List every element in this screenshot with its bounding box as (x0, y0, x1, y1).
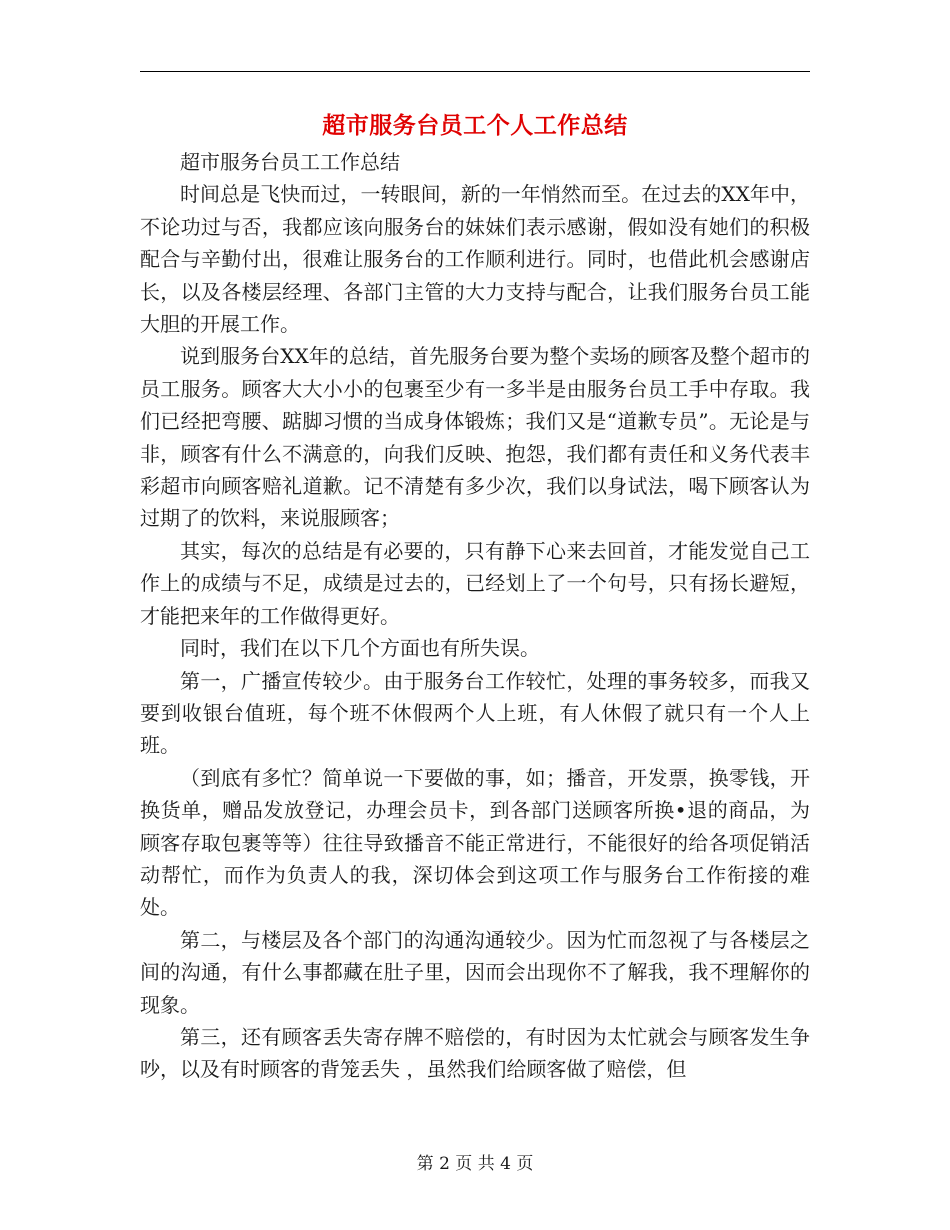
paragraph: 说到服务台XX年的总结，首先服务台要为整个卖场的顾客及整个超市的员工服务。顾客大大小小的包裹至少有一多半是由服务台员工手中存取。我们已经把弯腰、踮脚习惯的当成身体锻炼；我们又是“道歉专员”。无论是与非，顾客有什么不满意的，向我们反映、抱怨，我们都有责任和义务代表丰彩超市向顾客赔礼道歉。记不清楚有多少次，我们以身试法，喝下顾客认为过期了的饮料，来说服顾客； (140, 344, 810, 531)
paragraph: 同时，我们在以下几个方面也有所失误。 (180, 636, 540, 661)
document-body (140, 146, 810, 1086)
paragraph: （到底有多忙？简单说一下要做的事，如；播音，开发票，换零钱，开换货单，赠品发放登记，办理会员卡，到各部门送顾客所换•退的商品，为顾客存取包裹等等）往往导致播音不能正常进行，不能很好的给各项促销活动帮忙，而作为负责人的我，深切体会到这项工作与服务台工作衔接的难处。 (140, 765, 810, 920)
paragraph: 第三，还有顾客丢失寄存牌不赔偿的，有时因为太忙就会与顾客发生争吵，以及有时顾客的背笼丢失 ，虽然我们给顾客做了赔偿，但 (140, 1024, 810, 1082)
paragraph: 其实，每次的总结是有必要的，只有静下心来去回首，才能发觉自己工作上的成绩与不足，成绩是过去的，已经划上了一个句号，只有扬长避短，才能把来年的工作做得更好。 (140, 538, 810, 628)
header-rule (140, 71, 810, 72)
document-title: 超市服务台员工个人工作总结 (322, 113, 628, 139)
page-number: 第 2 页 共 4 页 (416, 1154, 534, 1174)
paragraph: 时间总是飞快而过，一转眼间，新的一年悄然而至。在过去的XX年中，不论功过与否，我都应该向服务台的妹妹们表示感谢，假如没有她们的积极配合与辛勤付出，很难让服务台的工作顺利进行。同时，也借此机会感谢店长，以及各楼层经理、各部门主管的大力支持与配合，让我们服务台员工能大胆的开展工作。 (140, 182, 810, 337)
paragraph: 第二，与楼层及各个部门的沟通沟通较少。因为忙而忽视了与各楼层之间的沟通，有什么事都藏在肚子里，因而会出现你不了解我，我不理解你的现象。 (140, 927, 810, 1017)
paragraph: 超市服务台员工工作总结 (180, 150, 400, 174)
paragraph: 第一，广播宣传较少。由于服务台工作较忙，处理的事务较多，而我又要到收银台值班，每个班不休假两个人上班，有人休假了就只有一个人上班。 (140, 668, 810, 758)
page-footer (0, 1152, 950, 1176)
